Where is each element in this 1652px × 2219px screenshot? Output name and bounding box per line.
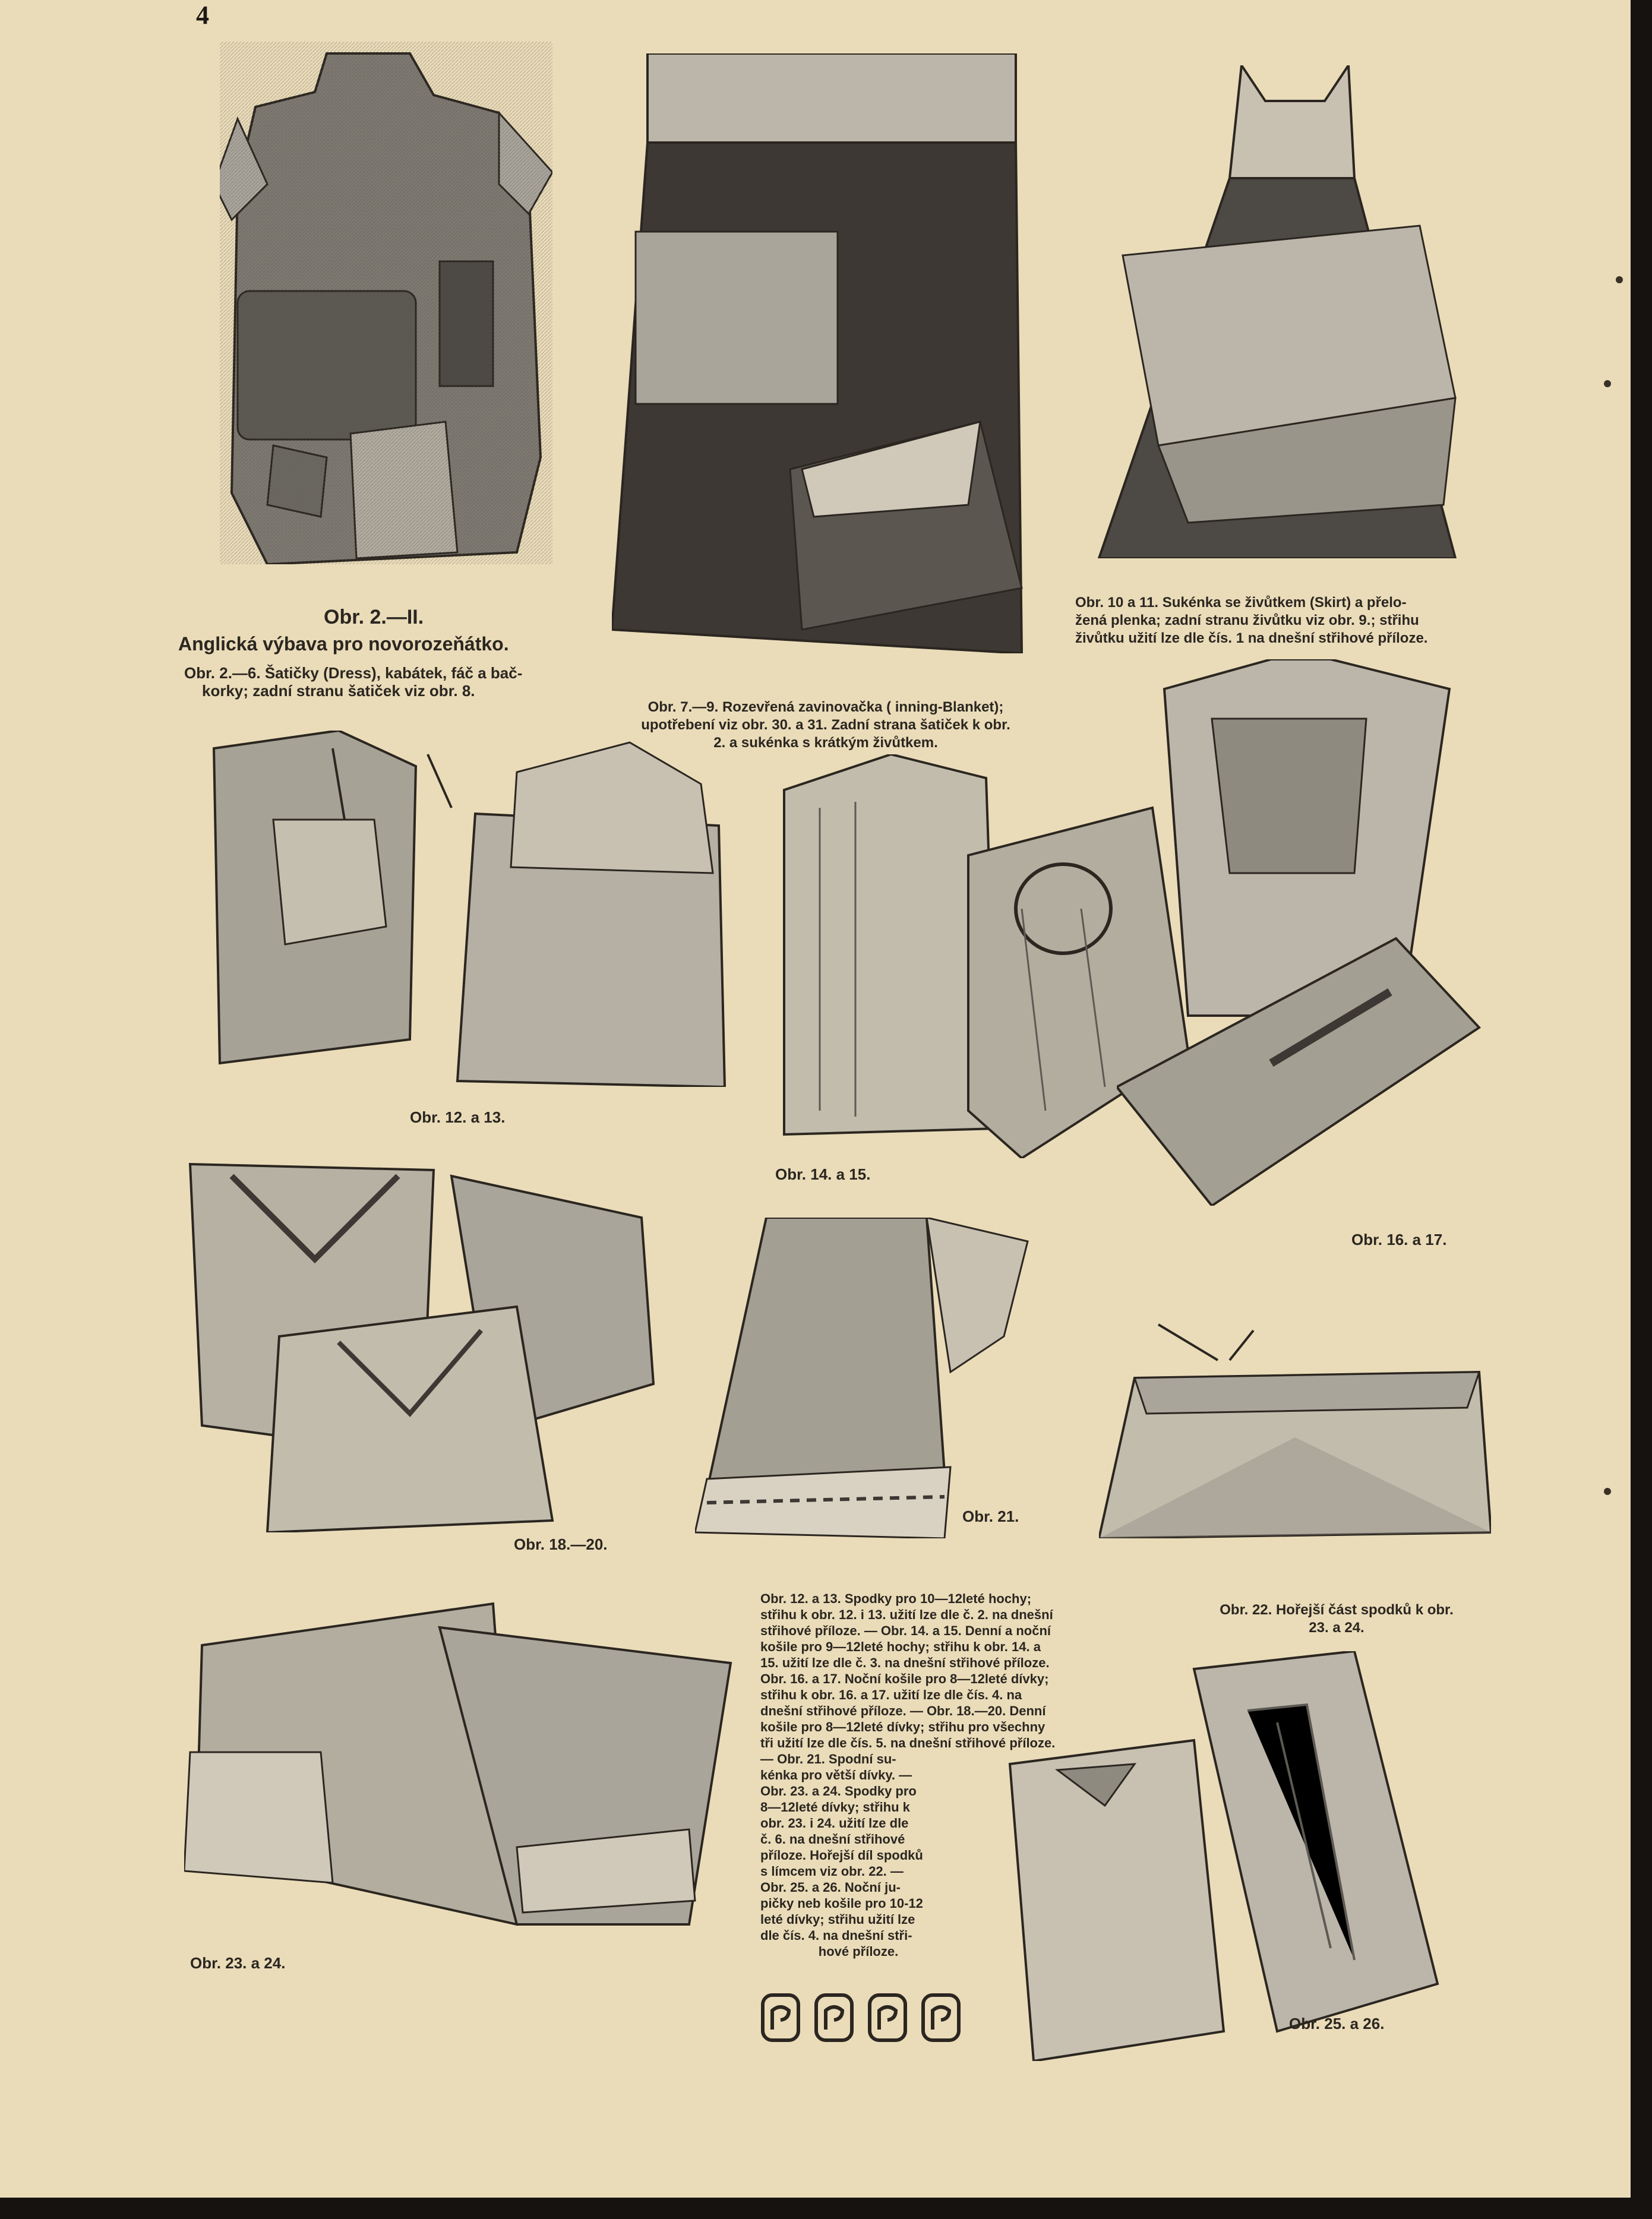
description-paragraph: Obr. 12. a 13. Spodky pro 10—12leté hochy; střihu k obr. 12. i 13. užití lze dle č. 2. na dnešní střihové příloze. — Obr. 14. a 15. Denní a noční košile pro 9—12leté hochy; střihu k obr. 14. a 15. užití lze dle č. 3. na dnešní střihové příloze. Obr. 16. a 17. Noční košile pro 8—12leté dívky; střihu k obr. 16. a 17. užití lze dle čís. 4. na dnešní střihové příloze. — Obr. 18.—20. Denní košile pro 8—12leté dívky; střihu pro všechny tři užití lze dle čís. 5. na dnešní střihové příloze. — Obr. 21. Spodní su- kénka pro větší dívky. — Obr. 23. a 24. Spodky pro 8—12leté dívky; střihu k obr. 23. i 24. užití lze dle č. 6. na dnešní střihové příloze. Hořejší díl spodků s límcem viz obr. 22. — Obr. 25. a 26. Noční ju- pičky neb košile pro 10-12 leté dívky; střihu užití lze dle čís. 4. na dnešní stři- hové příloze. <box>760 1591 1056 1959</box>
ornament-icon <box>867 1993 908 2043</box>
paper-speck <box>1616 276 1623 283</box>
figure-girls-nightshirts <box>1117 659 1491 1206</box>
figure-girls-dayshirts <box>184 1158 677 1532</box>
caption-fig-16-17: Obr. 16. a 17. <box>1351 1231 1447 1248</box>
ornament-icon <box>760 1993 801 2043</box>
figure-skirt-bodice <box>1087 65 1473 558</box>
figure-petticoat <box>695 1218 1051 1538</box>
caption-fig-12-13: Obr. 12. a 13. <box>410 1108 506 1126</box>
caption-fig-2-6: Obr. 2.—6. Šatičky (Dress), kabátek, fáč a bač- korky; zadní stranu šatiček viz obr. 8. <box>184 664 523 700</box>
figure-blanket <box>612 53 1028 653</box>
paper-speck <box>1604 380 1611 387</box>
ornament-icon <box>921 1993 961 2043</box>
caption-fig-23-24: Obr. 23. a 24. <box>190 1954 286 1972</box>
caption-fig-7-9: Obr. 7.—9. Rozevřená zavinovačka ( inning-Blanket); upotřebení viz obr. 30. a 31. Zadní strana šatiček k obr. 2. a sukénka s krátkým živůtkem. <box>641 699 1010 751</box>
figure-boys-drawers <box>202 731 748 1087</box>
section-subtitle: Anglická výbava pro novorozeňátko. <box>178 633 509 655</box>
figure-baby-dress-set <box>220 42 552 564</box>
caption-fig-14-15: Obr. 14. a 15. <box>775 1165 871 1183</box>
page-number: 4 <box>196 1 209 30</box>
ornament-icon <box>814 1993 854 2043</box>
figure-drawers-top <box>1099 1319 1491 1538</box>
caption-fig-18-20: Obr. 18.—20. <box>514 1535 608 1553</box>
caption-fig-21: Obr. 21. <box>962 1507 1019 1525</box>
caption-fig-10-11: Obr. 10 a 11. Sukénka se živůtkem (Skirt) a přelo- žená plenka; zadní stranu živůtku viz obr. 9.; střihu živůtku užití lze dle čís. 1 na dnešní střihové příloze. <box>1075 595 1428 646</box>
caption-fig-22: Obr. 22. Hořejší část spodků k obr. 23. a 24. <box>1220 1602 1454 1636</box>
figure-girls-drawers <box>184 1592 748 1942</box>
ornament-row <box>760 1993 962 2046</box>
figure-night-jackets <box>998 1651 1467 2061</box>
caption-fig-25-26: Obr. 25. a 26. <box>1289 2015 1385 2032</box>
section-title: Obr. 2.—II. <box>324 606 424 628</box>
paper-speck <box>1604 1488 1611 1495</box>
